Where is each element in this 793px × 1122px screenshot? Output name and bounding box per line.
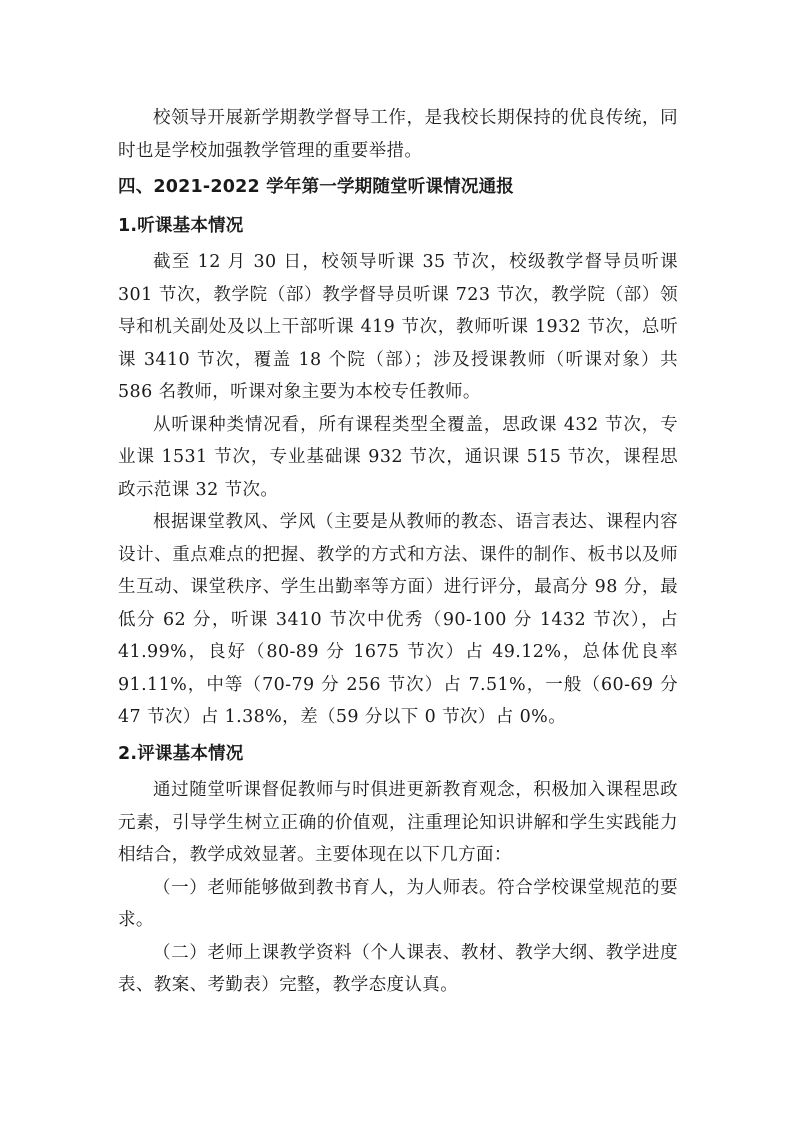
paragraph-evaluation: 通过随堂听课督促教师与时俱进更新教育观念，积极加入课程思政元素，引导学生树立正确的价值观，注重理论知识讲解和学生实践能力相结合，教学成效显著。主要体现在以下几方面：: [118, 780, 678, 865]
paragraph-scoring: 根据课堂教风、学风（主要是从教师的教态、语言表达、课程内容设计、重点难点的把握、教学的方式和方法、课件的制作、板书以及师生互动、课堂秩序、学生出勤率等方面）进行评分，最高分 98 分，最低分 62 分，听课 3410 节次中优秀（90-100 分 1432 节次），占 41.99%，良好（80-89 分 1675 节次）占 49.12%，总体优良率 91.11%，中等（70-79 分 256 节次）占 7.51%，一般（60-69 分 47 节次）占 1.38%，差（59 分以下 0 节次）占 0%。: [118, 512, 678, 727]
paragraph-attendance-stats: 截至 12 月 30 日，校领导听课 35 节次，校级教学督导员听课 301 节次，教学院（部）教学督导员听课 723 节次，教学院（部）领导和机关副处及以上干部听课 419 节次，教师听课 1932 节次，总听课 3410 节次，覆盖 18 个院（部）；涉及授课教师（听课对象）共 586 名教师，听课对象主要为本校专任教师。: [118, 252, 678, 402]
paragraph-course-types: 从听课种类情况看，所有课程类型全覆盖，思政课 432 节次，专业课 1531 节次，专业基础课 932 节次，通识课 515 节次，课程思政示范课 32 节次。: [118, 414, 678, 500]
list-item-2: （二）老师上课教学资料（个人课表、教材、教学大纲、教学进度表、教案、考勤表）完整，教学态度认真。: [118, 942, 678, 995]
document-body: [118, 102, 678, 1002]
intro-paragraph: 校领导开展新学期教学督导工作，是我校长期保持的优良传统，同时也是学校加强教学管理的重要举措。: [118, 108, 678, 161]
section-heading: 四、2021-2022 学年第一学期随堂听课情况通报: [118, 177, 514, 197]
subsection-heading-1: 1.听课基本情况: [118, 215, 244, 236]
list-item-1: （一）老师能够做到教书育人，为人师表。符合学校课堂规范的要求。: [118, 877, 678, 930]
subsection-heading-2: 2.评课基本情况: [118, 743, 244, 764]
